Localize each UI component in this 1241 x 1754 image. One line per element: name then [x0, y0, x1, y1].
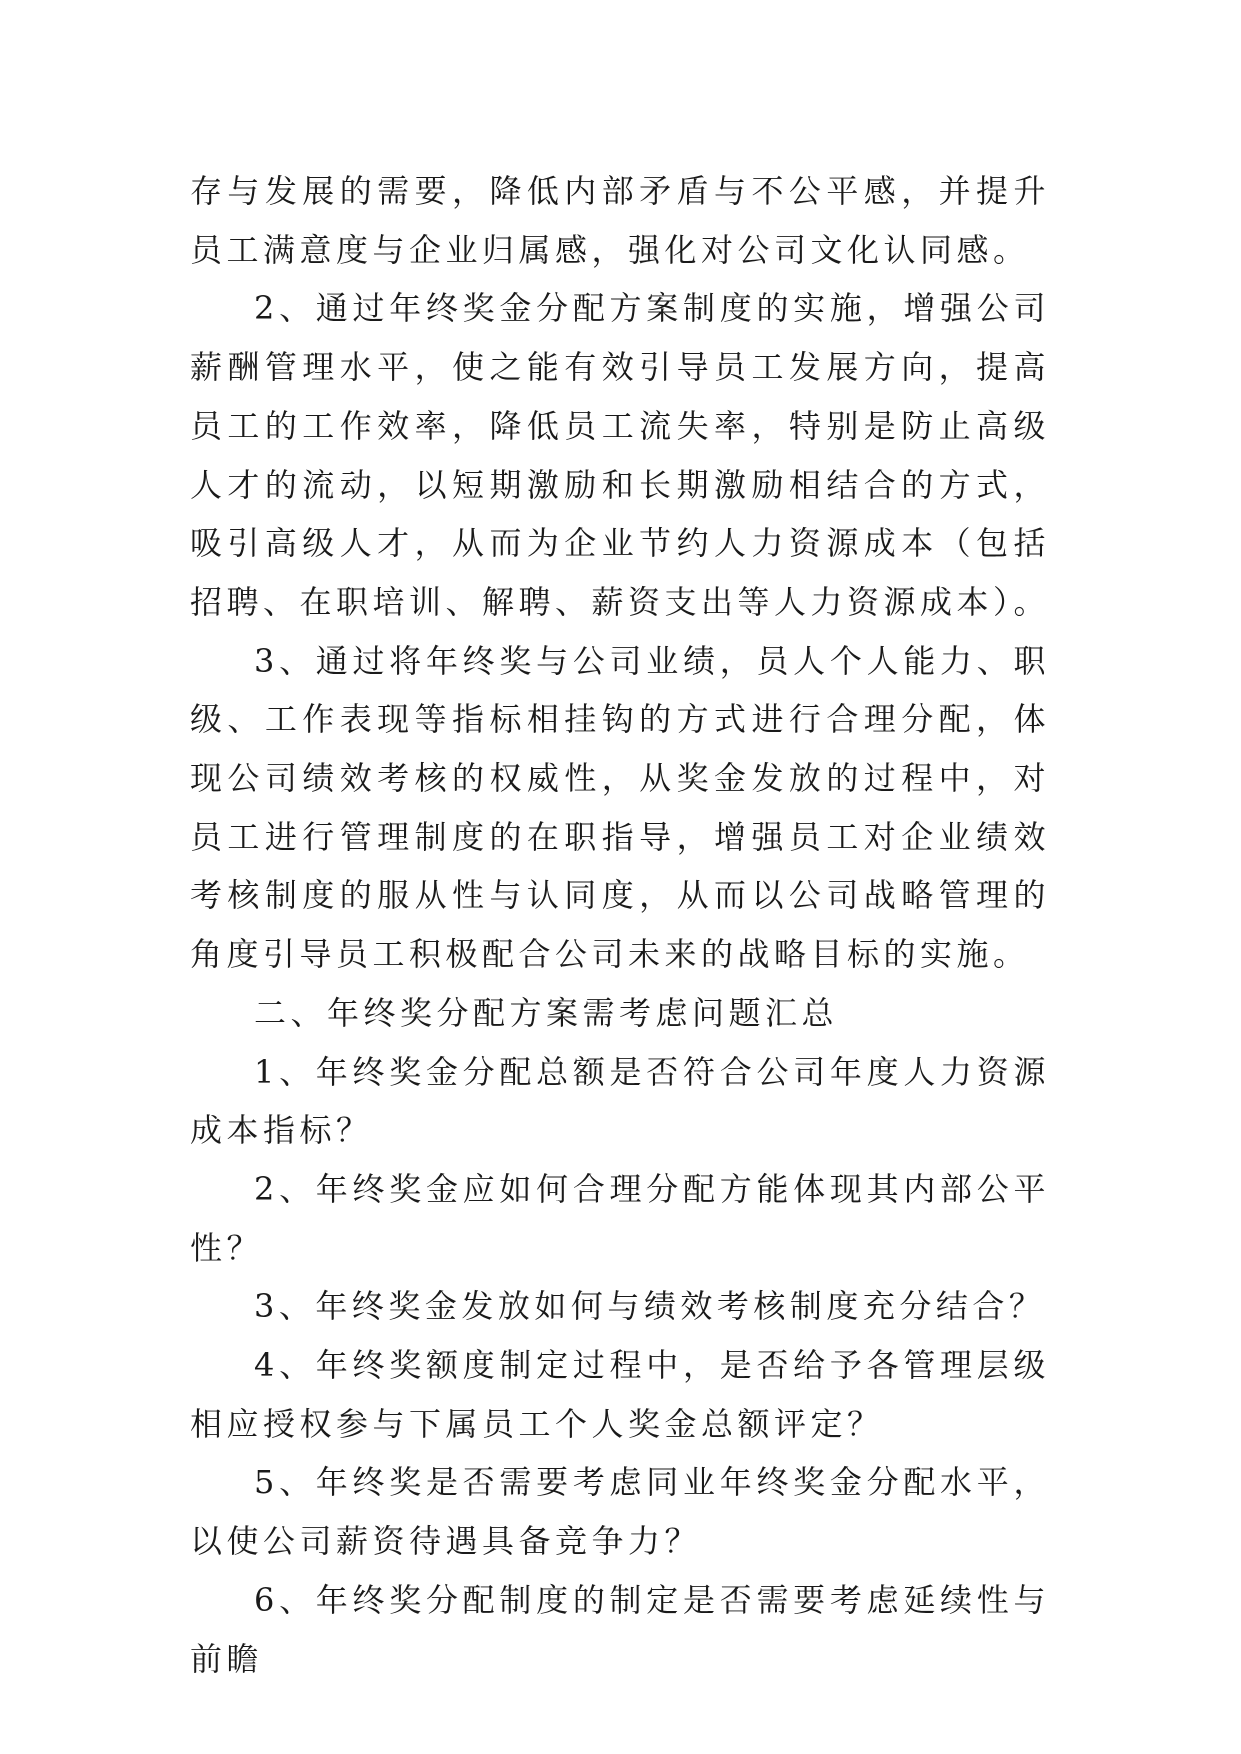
question-1: 1、年终奖金分配总额是否符合公司年度人力资源成本指标？ — [190, 1052, 1050, 1150]
paragraph-point-2: 2、通过年终奖金分配方案制度的实施，增强公司薪酬管理水平，使之能有效引导员工发展方向，提高员工的工作效率，降低员工流失率，特别是防止高级人才的流动，以短期激励和长期激励相结合的方式，吸引高级人才，从而为企业节约人力资源成本（包括招聘、在职培训、解聘、薪资支出等人力资源成本）。 — [190, 289, 1051, 621]
question-6: 6、年终奖分配制度的制定是否需要考虑延续性与前瞻 — [190, 1580, 1050, 1678]
question-2: 2、年终奖金应如何合理分配方能体现其内部公平性？ — [190, 1169, 1050, 1267]
question-5: 5、年终奖是否需要考虑同业年终奖金分配水平，以使公司薪资待遇具备竞争力？ — [190, 1463, 1050, 1561]
question-4: 4、年终奖额度制定过程中，是否给予各管理层级相应授权参与下属员工个人奖金总额评定？ — [190, 1346, 1050, 1443]
paragraph-point-3: 3、通过将年终奖与公司业绩，员人个人能力、职级、工作表现等指标相挂钩的方式进行合理分配，体现公司绩效考核的权威性，从奖金发放的过程中，对员工进行管理制度的在职指导，增强员工对企业绩效考核制度的服从性与认同度，从而以公司战略管理的角度引导员工积极配合公司未来的战略目标的实施。 — [190, 641, 1050, 974]
document-body — [190, 162, 1050, 1688]
section-heading: 二、年终奖分配方案需考虑问题汇总 — [254, 993, 839, 1032]
paragraph-continuation: 存与发展的需要，降低内部矛盾与不公平感，并提升员工满意度与企业归属感，强化对公司文化认同感。 — [190, 172, 1050, 269]
question-3: 3、年终奖金发放如何与绩效考核制度充分结合？ — [254, 1287, 1046, 1326]
